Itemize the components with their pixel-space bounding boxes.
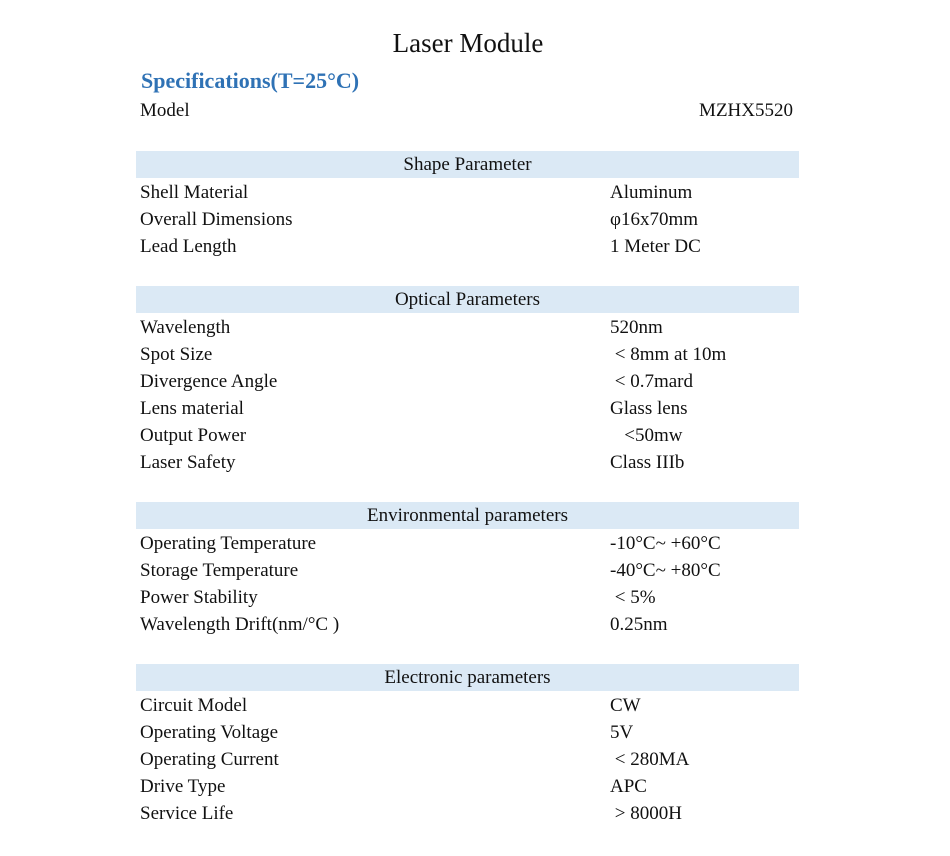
spec-value: Aluminum xyxy=(610,182,693,203)
spec-value: φ16x70mm xyxy=(610,209,699,230)
spec-label: Power Stability xyxy=(140,587,258,608)
spec-row xyxy=(136,611,799,638)
spec-row xyxy=(136,179,799,206)
spec-label: Wavelength xyxy=(140,317,231,338)
section-electronic-parameters xyxy=(136,664,799,827)
page-title: Laser Module xyxy=(392,28,544,58)
spec-row xyxy=(136,584,799,611)
spec-row xyxy=(136,800,799,827)
section-header: Optical Parameters xyxy=(136,286,799,313)
spec-value: < 8mm at 10m xyxy=(610,344,727,365)
spec-row xyxy=(136,341,799,368)
spec-row xyxy=(136,530,799,557)
spec-label: Laser Safety xyxy=(140,452,236,473)
section-header: Shape Parameter xyxy=(136,151,799,178)
model-row xyxy=(140,98,793,124)
section-header: Electronic parameters xyxy=(136,664,799,691)
spec-label: Spot Size xyxy=(140,344,213,365)
spec-label: Operating Current xyxy=(140,749,279,770)
spec-label: Operating Temperature xyxy=(140,533,317,554)
spec-row xyxy=(136,206,799,233)
spec-value: -10°C~ +60°C xyxy=(610,533,721,554)
spec-label: Drive Type xyxy=(140,776,226,797)
spec-row xyxy=(136,692,799,719)
spec-value: < 5% xyxy=(610,587,656,608)
model-value: MZHX5520 xyxy=(699,100,793,121)
section-environmental-parameters xyxy=(136,502,799,638)
spec-label: Wavelength Drift(nm/°C ) xyxy=(140,614,340,635)
spec-label: Service Life xyxy=(140,803,234,824)
spec-value: <50mw xyxy=(610,425,683,446)
spec-row xyxy=(136,422,799,449)
spec-row xyxy=(136,368,799,395)
section-header: Environmental parameters xyxy=(136,502,799,529)
spec-value: < 0.7mard xyxy=(610,371,694,392)
spec-value: Glass lens xyxy=(610,398,688,419)
spec-row xyxy=(136,314,799,341)
spec-row xyxy=(136,449,799,476)
specifications-heading: Specifications(T=25°C) xyxy=(141,68,360,93)
spec-row xyxy=(136,557,799,584)
spec-row xyxy=(136,233,799,260)
spec-label: Storage Temperature xyxy=(140,560,299,581)
spec-value: 0.25nm xyxy=(610,614,668,635)
spec-label: Divergence Angle xyxy=(140,371,278,392)
spec-row xyxy=(136,395,799,422)
spec-value: CW xyxy=(610,695,641,716)
spec-label: Output Power xyxy=(140,425,247,446)
spec-label: Shell Material xyxy=(140,182,249,203)
spec-label: Circuit Model xyxy=(140,695,248,716)
section-optical-parameters xyxy=(136,286,799,476)
section-shape-parameter xyxy=(136,151,799,260)
spec-value: > 8000H xyxy=(610,803,682,824)
spec-row xyxy=(136,773,799,800)
spec-value: -40°C~ +80°C xyxy=(610,560,721,581)
model-label: Model xyxy=(140,100,190,121)
spec-value: < 280MA xyxy=(610,749,690,770)
spec-value: 520nm xyxy=(610,317,663,338)
spec-row xyxy=(136,719,799,746)
spec-label: Lens material xyxy=(140,398,244,419)
spec-row xyxy=(136,746,799,773)
spec-value: APC xyxy=(610,776,647,797)
spec-label: Overall Dimensions xyxy=(140,209,293,230)
spec-value: 5V xyxy=(610,722,634,743)
spec-label: Operating Voltage xyxy=(140,722,279,743)
spec-label: Lead Length xyxy=(140,236,237,257)
spec-value: Class IIIb xyxy=(610,452,685,473)
spec-value: 1 Meter DC xyxy=(610,236,701,257)
